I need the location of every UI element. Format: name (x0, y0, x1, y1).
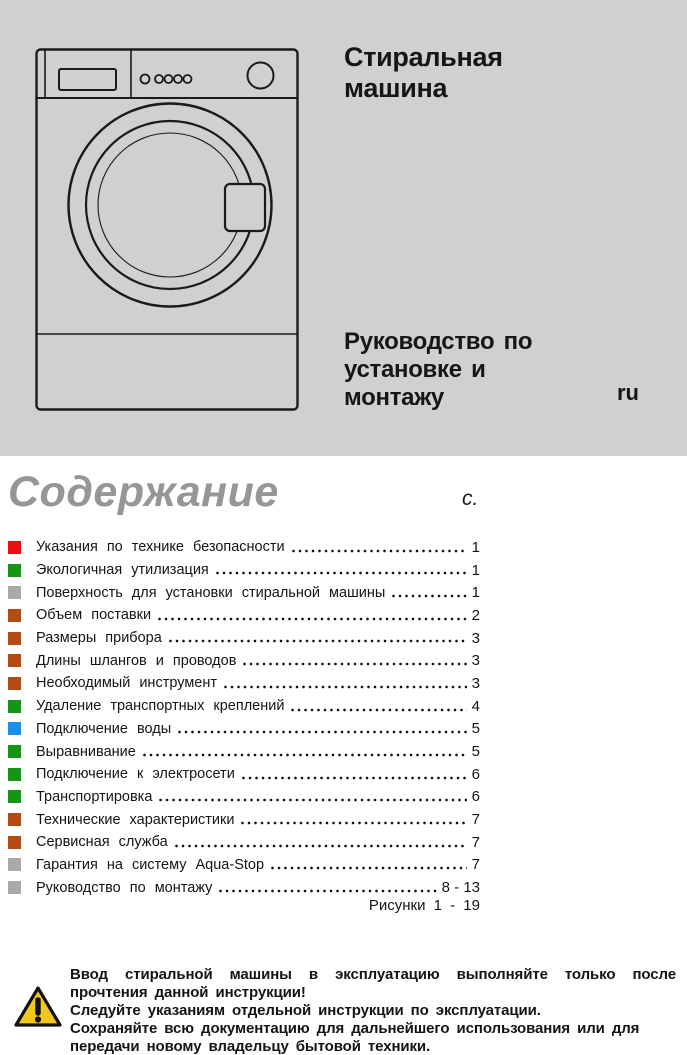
toc-item-label: Руководство по монтажу (36, 879, 213, 896)
toc-item-label: Гарантия на систему Aqua-Stop (36, 856, 265, 873)
toc-item (8, 831, 480, 854)
language-code: ru (617, 380, 639, 405)
toc-item-label: Длины шлангов и проводов (36, 652, 237, 669)
toc-item-label: Выравнивание (36, 743, 136, 760)
toc-marker-square (8, 745, 21, 758)
toc-item-label: Подключение воды (36, 720, 172, 737)
toc-item-page: 1 (471, 584, 480, 602)
toc-dot-leader (241, 821, 466, 825)
toc-item-label: Технические характеристики (36, 811, 235, 828)
toc-item (8, 627, 480, 650)
toc-item-label: Размеры прибора (36, 630, 162, 647)
toc-marker-square (8, 654, 21, 667)
warning-text (70, 966, 676, 1055)
toc-dot-leader (159, 798, 466, 802)
toc-item-page: 5 (471, 743, 480, 761)
toc-item-page: 3 (471, 674, 480, 692)
toc-item (8, 854, 480, 877)
toc-item-page: 2 (471, 606, 480, 624)
washing-machine-illustration (35, 48, 299, 411)
toc-item (8, 718, 480, 741)
toc-dot-leader (392, 594, 466, 598)
toc-dot-leader (271, 866, 467, 870)
toc-item-page: 1 (471, 538, 480, 556)
toc-item-page: 1 (471, 561, 480, 579)
toc-item (8, 604, 480, 627)
contents-heading: Содержание (8, 468, 279, 516)
toc-marker-square (8, 677, 21, 690)
toc-marker-square (8, 700, 21, 713)
toc-item-page: 6 (471, 765, 480, 783)
warning-paragraph: Следуйте указаниям отдельной инструкции по эксплуатации. (70, 1002, 541, 1019)
toc-marker-square (8, 541, 21, 554)
toc-dot-leader (224, 685, 467, 689)
toc-dot-leader (292, 549, 467, 553)
toc-item (8, 876, 480, 899)
toc-marker-square (8, 586, 21, 599)
toc-item (8, 559, 480, 582)
toc-item (8, 808, 480, 831)
toc-dot-leader (158, 617, 467, 621)
toc-marker-square (8, 564, 21, 577)
toc-item-page: 7 (471, 856, 480, 874)
warning-triangle-icon (13, 985, 63, 1029)
toc-item-label: Поверхность для установки стиральной машины (36, 584, 386, 601)
cover-header (0, 0, 687, 456)
toc-item-label: Объем поставки (36, 607, 152, 624)
toc-marker-square (8, 881, 21, 894)
toc-item-page: 3 (471, 629, 480, 647)
document-subtitle: Руководство по установке и монтажу (344, 328, 533, 411)
warning-paragraph: Ввод стиральной машины в эксплуатацию выполняйте только после прочтения данной инструкции! (70, 966, 676, 1001)
warning-paragraph: Сохраняйте всю документацию для дальнейшего использования или для передачи новому владельцу бытовой техники. (70, 1020, 640, 1055)
toc-marker-square (8, 790, 21, 803)
toc-marker-square (8, 609, 21, 622)
toc-item-page: 4 (471, 697, 480, 715)
toc-dot-leader (291, 708, 466, 712)
toc-dot-leader (143, 753, 467, 757)
toc-item-label: Транспортировка (36, 788, 153, 805)
toc-item-label: Указания по технике безопасности (36, 539, 285, 556)
toc-dot-leader (216, 571, 467, 575)
table-of-contents (8, 536, 480, 899)
toc-dot-leader (242, 776, 467, 780)
toc-marker-square (8, 858, 21, 871)
page-column-abbreviation: с. (462, 487, 479, 510)
toc-item-page: 3 (471, 652, 480, 670)
toc-item-page: 8 - 13 (441, 879, 480, 897)
figures-note: Рисунки 1 - 19 (368, 897, 480, 914)
toc-item (8, 649, 480, 672)
toc-marker-square (8, 768, 21, 781)
toc-marker-square (8, 836, 21, 849)
toc-item (8, 581, 480, 604)
toc-item (8, 763, 480, 786)
toc-marker-square (8, 632, 21, 645)
toc-item-page: 7 (471, 833, 480, 851)
toc-dot-leader (243, 662, 466, 666)
toc-dot-leader (219, 889, 436, 893)
toc-item (8, 695, 480, 718)
toc-item (8, 672, 480, 695)
toc-item (8, 740, 480, 763)
toc-marker-square (8, 813, 21, 826)
toc-item-label: Удаление транспортных креплений (36, 698, 285, 715)
toc-item-page: 5 (471, 720, 480, 738)
warning-note (13, 966, 681, 1055)
toc-item (8, 536, 480, 559)
toc-item-page: 7 (471, 811, 480, 829)
toc-marker-square (8, 722, 21, 735)
document-title: Стиральная машина (344, 42, 503, 103)
toc-dot-leader (178, 730, 467, 734)
toc-item-label: Подключение к электросети (36, 766, 235, 783)
toc-item-label: Сервисная служба (36, 834, 168, 851)
toc-dot-leader (169, 639, 467, 643)
toc-item-label: Необходимый инструмент (36, 675, 218, 692)
toc-item-page: 6 (471, 788, 480, 806)
toc-dot-leader (175, 844, 467, 848)
toc-item-label: Экологичная утилизация (36, 562, 209, 579)
toc-item (8, 786, 480, 809)
